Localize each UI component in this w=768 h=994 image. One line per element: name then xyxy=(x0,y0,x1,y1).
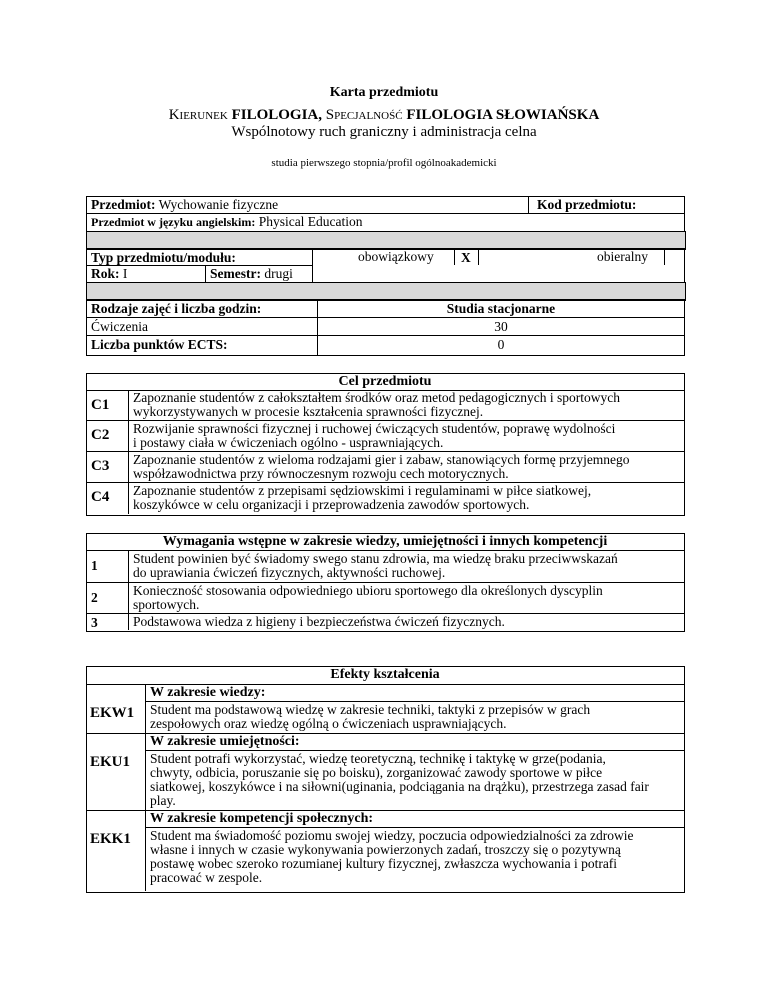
cel-row-text: Zapoznanie studentów z całokształtem środków oraz metod pedagogicznych i sportowych wykorzystywanych w procesie kształcenia sprawności fizycznej. xyxy=(133,390,620,419)
cel-code: C2 xyxy=(91,427,110,443)
cwiczenia-label: Ćwiczenia xyxy=(91,319,148,334)
eku1-text: Student potrafi wykorzystać, wiedzę teoretyczną, technikę i taktykę w grze(podania, chwyty, odbicia, poruszanie się po boisku), zorganizować zawody sportowe w piłce siatkowej, koszykówce i na siłowni(uginania, podciągania na drążku), przestrzega zasad fair play. xyxy=(150,751,649,808)
semestr-value: drugi xyxy=(264,266,293,281)
kierunek-label: Kierunek xyxy=(168,107,228,123)
wymagania-code: 2 xyxy=(91,590,98,605)
ekw1-code: EKW1 xyxy=(90,705,135,721)
english-name-value: Physical Education xyxy=(258,214,363,229)
ekw1-text: Student ma podstawową wiedzę w zakresie techniki, taktyki z przepisów w grach zespołowych oraz wiedzę ogólną o ćwiczeniach usprawniających. xyxy=(150,702,591,731)
kierunek-value: FILOLOGIA, xyxy=(231,107,322,123)
wymagania-code: 3 xyxy=(91,615,98,630)
english-name-label: Przedmiot w języku angielskim: xyxy=(91,215,256,229)
wymagania-row-text: Konieczność stosowania odpowiedniego ubioru sportowego dla określonych dyscyplin sportowych. xyxy=(133,583,603,612)
cel-row-text: Zapoznanie studentów z przepisami sędziowskimi i regulaminami w piłce siatkowej, koszykówce w celu organizacji i przeprowadzenia zawodów sportowych. xyxy=(133,483,592,512)
wymagania-heading: Wymagania wstępne w zakresie wiedzy, umiejętności i innych kompetencji xyxy=(162,534,608,549)
cwiczenia-hours: 30 xyxy=(494,319,508,334)
wymagania-row-text: Podstawowa wiedza z higieny i bezpieczeństwa ćwiczeń fizycznych. xyxy=(133,614,505,629)
kompetencje-heading: W zakresie kompetencji społecznych: xyxy=(150,811,374,826)
cel-row-text: Zapoznanie studentów z wieloma rodzajami gier i zabaw, stanowiących formę przyjemnego współzawodnictwa przy równoczesnym rozwoju cech motorycznych. xyxy=(133,452,630,481)
ects-value: 0 xyxy=(497,337,505,352)
ects-label: Liczba punktów ECTS: xyxy=(91,337,228,352)
cel-code: C1 xyxy=(91,397,110,413)
english-name-row xyxy=(91,215,363,229)
studia-label: Studia stacjonarne xyxy=(446,301,556,316)
subject-label-row xyxy=(91,198,278,212)
obowiazkowy-mark: X xyxy=(461,250,471,265)
wymagania-code: 1 xyxy=(91,558,98,573)
study-level: studia pierwszego stopnia/profil ogólnoakademicki xyxy=(271,157,497,169)
rodzaje-label: Rodzaje zajęć i liczba godzin: xyxy=(91,301,262,316)
semestr-label: Semestr: xyxy=(210,266,261,281)
page-title: Karta przedmiotu xyxy=(329,85,439,100)
typ-label: Typ przedmiotu/modułu: xyxy=(91,250,236,265)
cel-heading: Cel przedmiotu xyxy=(338,374,432,389)
ekk1-text: Student ma świadomość poziomu swojej wiedzy, poczucia odpowiedzialności za zdrowie własne i innych w czasie wykonywania powierzonych zadań, troszczy się o pozytywną postawę wobec szeroko rozumianej kultury fizycznej, zwłaszcza wychowania i potrafi pracować w zespole. xyxy=(150,828,634,885)
rok-label: Rok: xyxy=(91,266,120,281)
wymagania-row-text: Student powinien być świadomy swego stanu zdrowia, ma wiedzę braku przeciwwskazań do uprawiania ćwiczeń fizycznych, aktywności ruchowej. xyxy=(133,551,618,580)
rok-value: I xyxy=(122,266,128,281)
rok-row xyxy=(91,267,127,281)
subtitle: Wspólnotowy ruch graniczny i administracja celna xyxy=(231,124,537,140)
obieralny-label: obieralny xyxy=(597,249,648,264)
semestr-row xyxy=(210,267,293,281)
eku1-code: EKU1 xyxy=(90,754,131,770)
wiedza-heading: W zakresie wiedzy: xyxy=(150,685,266,700)
specjalnosc-label: Specjalność xyxy=(325,107,403,123)
cel-code: C3 xyxy=(91,458,110,474)
specjalnosc-value: FILOLOGIA SŁOWIAŃSKA xyxy=(406,107,600,123)
kod-label: Kod przedmiotu: xyxy=(537,197,637,212)
program-line xyxy=(0,107,768,123)
cel-row-text: Rozwijanie sprawności fizycznej i ruchowej ćwiczących studentów, poprawę wydolności i postawy ciała w ćwiczeniach ogólno - usprawniających. xyxy=(133,421,616,450)
obowiazkowy-label: obowiązkowy xyxy=(358,249,434,264)
przedmiot-value: Wychowanie fizyczne xyxy=(158,197,279,212)
cel-code: C4 xyxy=(91,489,110,505)
efekty-heading: Efekty kształcenia xyxy=(330,667,440,682)
przedmiot-label: Przedmiot: xyxy=(91,197,156,212)
ekk1-code: EKK1 xyxy=(90,831,131,847)
umiejetnosci-heading: W zakresie umiejętności: xyxy=(150,734,300,749)
